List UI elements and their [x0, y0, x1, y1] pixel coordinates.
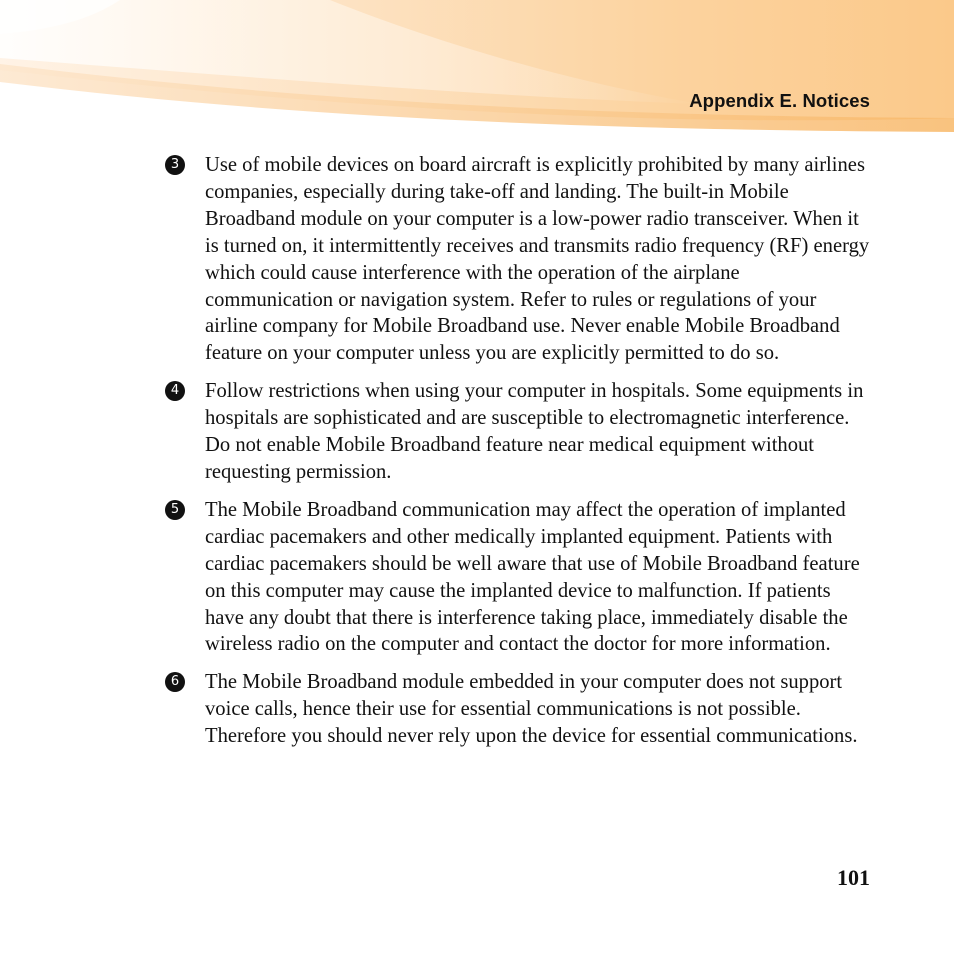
- list-item: [165, 378, 870, 486]
- numbered-bullet-icon: 5: [165, 500, 185, 520]
- numbered-bullet-icon: 4: [165, 381, 185, 401]
- notice-list: [165, 152, 870, 761]
- header-decorative-band: [0, 0, 954, 140]
- list-item: [165, 669, 870, 750]
- numbered-bullet-icon: 3: [165, 155, 185, 175]
- list-item-text: The Mobile Broadband communication may affect the operation of implanted cardiac pacemakers and other medically implanted equipment. Patients with cardiac pacemakers should be well aware that use of Mobile Broadband feature on this computer may cause the implanted device to malfunction. If patients have any doubt that there is interference taking place, immediately disable the wireless radio on the computer and contact the doctor for more information.: [205, 498, 860, 656]
- list-item-text: The Mobile Broadband module embedded in your computer does not support voice calls, hence their use for essential communications is not possible. Therefore you should never rely upon the device for essential communications.: [205, 671, 858, 748]
- list-item-text: Use of mobile devices on board aircraft is explicitly prohibited by many airlines companies, especially during take-off and landing. The built-in Mobile Broadband module on your computer is a low-power radio transceiver. When it is turned on, it intermittently receives and transmits radio frequency (RF) energy which could cause interference with the operation of the airplane communication or navigation system. Refer to rules or regulations of your airline company for Mobile Broadband use. Never enable Mobile Broadband feature on your computer unless you are explicitly permitted to do so.: [205, 154, 870, 365]
- section-header: Appendix E. Notices: [689, 90, 870, 111]
- list-item: [165, 497, 870, 658]
- list-item: [165, 152, 870, 367]
- numbered-bullet-icon: 6: [165, 672, 185, 692]
- list-item-text: Follow restrictions when using your computer in hospitals. Some equipments in hospitals are sophisticated and are susceptible to electromagnetic interference. Do not enable Mobile Broadband feature near medical equipment without requesting permission.: [205, 380, 864, 483]
- page-number: 101: [837, 865, 870, 890]
